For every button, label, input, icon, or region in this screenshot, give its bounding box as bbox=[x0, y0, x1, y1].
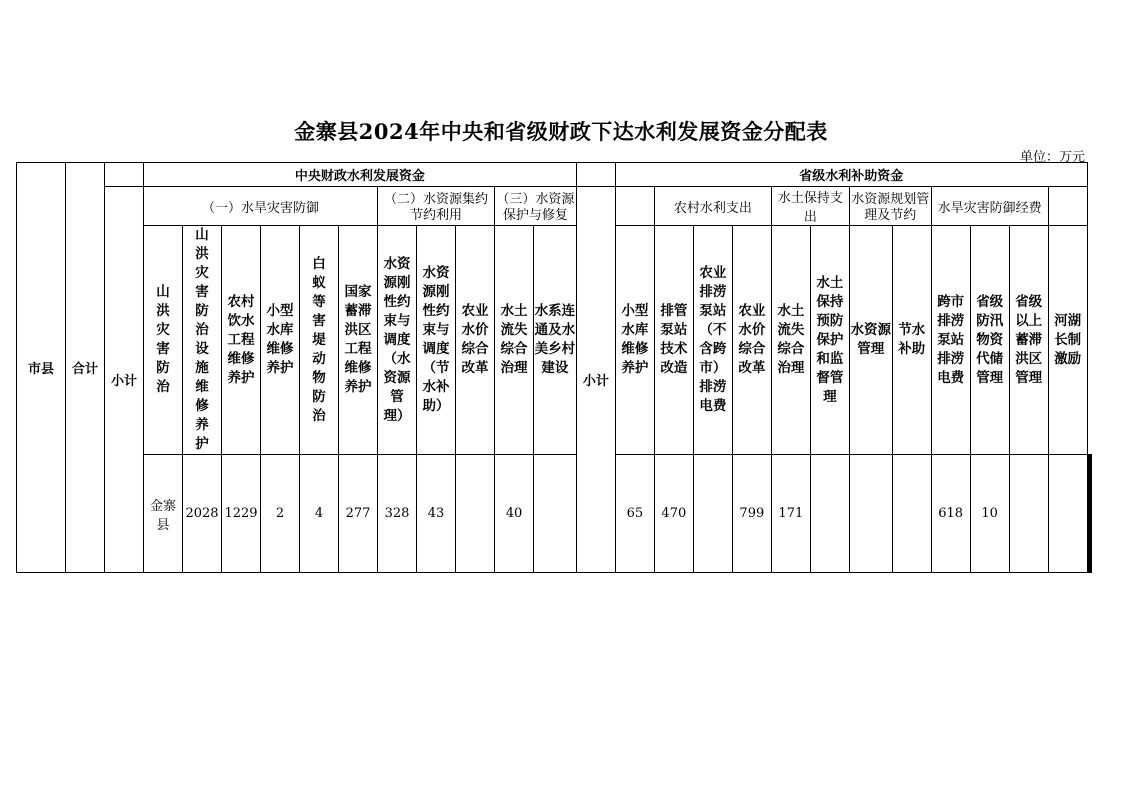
col-c9: 农业水价综合改革 bbox=[456, 226, 495, 455]
col-c1: 山洪灾害防治 bbox=[144, 226, 183, 455]
cell-p3 bbox=[849, 455, 892, 573]
col-p4: 农业水价综合改革 bbox=[732, 226, 771, 455]
col-c6: 国家蓄滞洪区工程维修养护 bbox=[339, 226, 378, 455]
cell-c2: 4 bbox=[300, 455, 339, 573]
header-group-water-protection bbox=[495, 187, 577, 226]
cell-county: 金寨县 bbox=[144, 455, 183, 573]
cell-c3: 277 bbox=[339, 455, 378, 573]
header-group-water-saving bbox=[378, 187, 495, 226]
header-group-water-planning bbox=[849, 187, 931, 226]
header-group-flood-funds: 水旱灾害防御经费 bbox=[931, 187, 1048, 226]
col-c8: 水资源刚性约束与调度（节水补助） bbox=[417, 226, 456, 455]
col-p9: 跨市排涝泵站排涝电费 bbox=[931, 226, 970, 455]
unit-label: 单位：万元 bbox=[1020, 150, 1086, 165]
cell-p8 bbox=[1048, 455, 1087, 573]
cell-c9: 65 bbox=[615, 455, 654, 573]
col-p8: 节水补助 bbox=[892, 226, 931, 455]
col-c5: 白蚁等害堤动物防治 bbox=[300, 226, 339, 455]
header-central-subtotal: 小计 bbox=[105, 187, 144, 573]
header-provincial-fund: 省级水利补助资金 bbox=[615, 163, 1087, 187]
header-county: 市县 bbox=[17, 163, 66, 573]
col-p12: 河湖长制激励 bbox=[1048, 226, 1087, 455]
col-p1: 小型水库维修养护 bbox=[615, 226, 654, 455]
cell-c1: 2 bbox=[261, 455, 300, 573]
cell-c7: 40 bbox=[495, 455, 534, 573]
col-c10: 水土流失综合治理 bbox=[495, 226, 534, 455]
group-water-saving-text: （二）水资源集约节约利用 bbox=[383, 192, 488, 222]
header-blank-2 bbox=[576, 163, 615, 187]
header-group-flood-drought: （一）水旱灾害防御 bbox=[144, 187, 378, 226]
cell-p4 bbox=[892, 455, 931, 573]
header-total: 合计 bbox=[66, 163, 105, 573]
header-group-soil-conservation: 水土保持支出 bbox=[771, 187, 849, 226]
group-water-planning-text: 水资源规划管理及节约 bbox=[851, 192, 930, 222]
col-p2: 排管泵站技术改造 bbox=[654, 226, 693, 455]
document-title: 金寨县2024年中央和省级财政下达水利发展资金分配表 bbox=[294, 119, 828, 144]
col-c4: 小型水库维修养护 bbox=[261, 226, 300, 455]
cell-c11 bbox=[693, 455, 732, 573]
fund-allocation-table bbox=[16, 162, 1092, 573]
table-row bbox=[17, 455, 1092, 573]
cell-p5: 618 bbox=[931, 455, 970, 573]
cell-p7 bbox=[1009, 455, 1048, 573]
cell-c4: 328 bbox=[378, 455, 417, 573]
header-central-fund: 中央财政水利发展资金 bbox=[144, 163, 577, 187]
col-p7: 水资源管理 bbox=[849, 226, 892, 455]
col-p11: 省级以上蓄滞洪区管理 bbox=[1009, 226, 1048, 455]
header-blank-4 bbox=[1048, 187, 1087, 226]
col-c7: 水资源刚性约束与调度（水资源管理） bbox=[378, 226, 417, 455]
cell-c8 bbox=[534, 455, 577, 573]
cell-total: 2028 bbox=[183, 455, 222, 573]
col-c2: 山洪灾害防治设施维修养护 bbox=[183, 226, 222, 455]
cell-p12 bbox=[1090, 455, 1091, 573]
col-c11: 水系连通及水美乡村建设 bbox=[534, 226, 577, 455]
cell-p1: 171 bbox=[771, 455, 810, 573]
header-blank-1 bbox=[105, 163, 144, 187]
cell-c6 bbox=[456, 455, 495, 573]
cell-central-subtotal: 1229 bbox=[222, 455, 261, 573]
header-provincial-subtotal: 小计 bbox=[576, 187, 615, 573]
cell-c5: 43 bbox=[417, 455, 456, 573]
col-p5: 水土流失综合治理 bbox=[771, 226, 810, 455]
cell-p6: 10 bbox=[970, 455, 1009, 573]
cell-c10: 470 bbox=[654, 455, 693, 573]
header-group-rural-water: 农村水利支出 bbox=[654, 187, 771, 226]
col-p3: 农业排涝泵站（不含跨市）排涝电费 bbox=[693, 226, 732, 455]
header-blank-3 bbox=[615, 187, 654, 226]
cell-prov-subtotal: 799 bbox=[732, 455, 771, 573]
col-p6: 水土保持预防保护和监督管理 bbox=[810, 226, 849, 455]
group-water-protection-text: （三）水资源保护与修复 bbox=[496, 192, 575, 222]
col-p10: 省级防汛物资代储管理 bbox=[970, 226, 1009, 455]
cell-p2 bbox=[810, 455, 849, 573]
col-c3: 农村饮水工程维修养护 bbox=[222, 226, 261, 455]
